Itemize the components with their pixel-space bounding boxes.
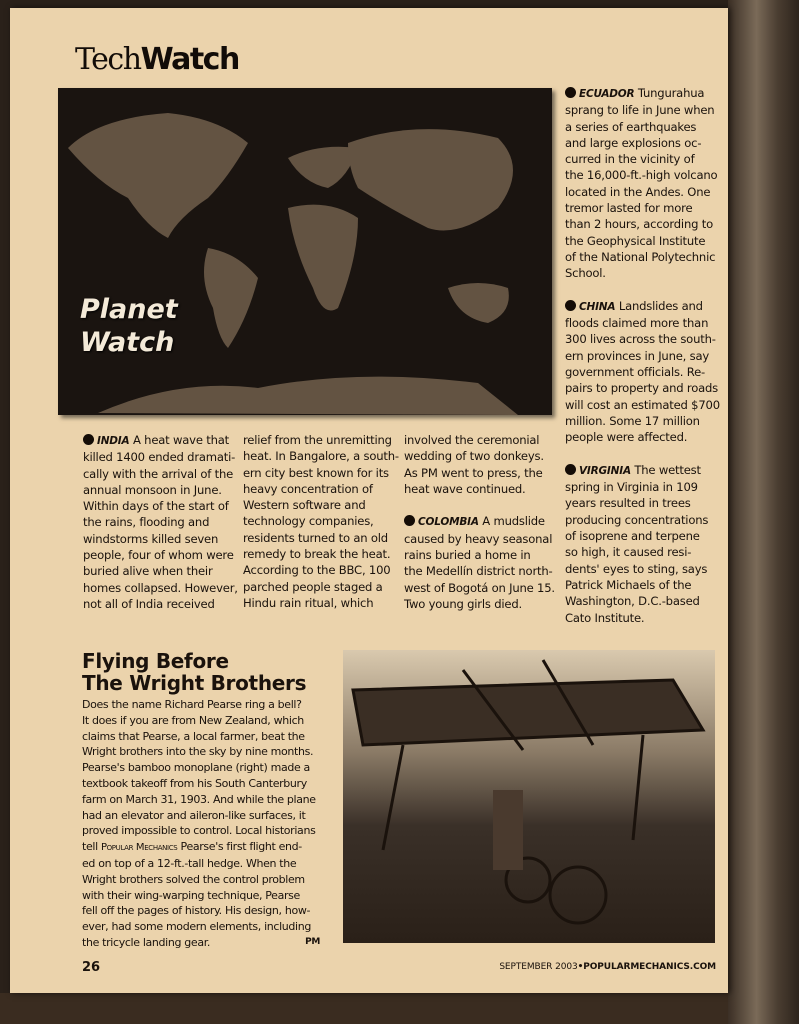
text-fragment: tell xyxy=(82,840,101,854)
text-fragment: the tricycle landing gear. xyxy=(82,935,211,949)
text-line: windstorms killed seven xyxy=(83,531,219,546)
text-line: Patrick Michaels of the xyxy=(565,577,692,592)
news-item-first-line xyxy=(83,432,238,449)
logo-watch: Watch xyxy=(140,42,239,77)
text-line: the 16,000-ft.-high volcano xyxy=(565,168,718,183)
text-line: pairs to property and roads xyxy=(565,381,719,396)
bullet-icon xyxy=(83,434,94,445)
news-item-first-line xyxy=(565,462,720,479)
text-line: involved the ceremonial xyxy=(404,433,540,447)
article-heading xyxy=(82,650,306,694)
article-body xyxy=(82,697,320,951)
text-line: of the National Polytechnic xyxy=(565,249,716,264)
heading-line: Flying Before xyxy=(82,649,229,673)
text-line: rains buried a home in xyxy=(404,548,531,563)
bullet-icon xyxy=(565,464,576,475)
text-line: a series of earthquakes xyxy=(565,119,697,134)
news-item-text: A mudslide xyxy=(482,514,545,529)
text-line: years resulted in trees xyxy=(565,496,691,511)
text-line: It does if you are from New Zealand, which xyxy=(82,713,304,727)
text-line: heat wave continued. xyxy=(404,481,526,496)
text-line: relief from the unremitting xyxy=(243,433,392,447)
world-map-image xyxy=(58,88,552,415)
map-title-line: Planet xyxy=(80,294,178,325)
news-item-text: The wettest xyxy=(634,462,701,477)
text-line: not all of India received xyxy=(83,596,215,611)
text-line: farm on March 31, 1903. And while the plane xyxy=(82,792,316,806)
heading-line: The Wright Brothers xyxy=(82,671,307,695)
end-mark: PM xyxy=(305,936,320,947)
bullet-icon xyxy=(565,300,576,311)
text-line: Within days of the start of xyxy=(83,499,229,514)
footer-bullet: • xyxy=(577,962,584,972)
text-line: had an elevator and aileron-like surfaces, it xyxy=(82,808,306,822)
map-title xyxy=(80,293,178,359)
text-line: Cato Institute. xyxy=(565,610,645,625)
text-line: the Medellín district north- xyxy=(404,564,553,579)
text-line: residents turned to an old xyxy=(243,530,388,545)
text-line: located in the Andes. One xyxy=(565,184,711,199)
text-line: spring in Virginia in 109 xyxy=(565,480,698,495)
text-line: homes collapsed. However, xyxy=(83,580,238,595)
text-line: Hindu rain ritual, which xyxy=(243,595,374,610)
logo-tech: Tech xyxy=(75,42,141,77)
news-item-first-line xyxy=(565,298,720,315)
adjacent-page-edge xyxy=(728,0,799,1024)
paragraph-gap xyxy=(565,282,720,298)
news-item-keyword: VIRGINIA xyxy=(579,464,631,477)
magazine-name: Popular Mechanics xyxy=(100,842,178,854)
text-line: with their wing-warping technique, Pearse xyxy=(82,888,300,902)
news-item-text: A heat wave that xyxy=(132,433,229,447)
text-line: 300 lives across the south- xyxy=(565,332,716,347)
text-line: annual monsoon in June. xyxy=(83,482,222,497)
text-line: Pearse's bamboo monoplane (right) made a xyxy=(82,761,310,775)
news-item-first-line xyxy=(565,85,720,102)
news-item-keyword: CHINA xyxy=(579,300,616,313)
text-line: ever, had some modern elements, including xyxy=(82,920,312,934)
news-item-keyword: INDIA xyxy=(97,435,130,447)
text-line: million. Some 17 million xyxy=(565,413,700,428)
text-line: wedding of two donkeys. xyxy=(404,449,544,464)
text-line: fell off the pages of history. His design, how- xyxy=(82,904,311,918)
text-line: killed 1400 ended dramati- xyxy=(83,450,236,465)
text-line: so high, it caused resi- xyxy=(565,545,692,560)
news-item-keyword: ECUADOR xyxy=(579,88,635,100)
text-line: School. xyxy=(565,266,606,281)
news-item-text: Tungurahua xyxy=(637,86,705,100)
text-line: Washington, D.C.-based xyxy=(565,594,700,609)
news-item-keyword: COLOMBIA xyxy=(418,516,479,529)
monoplane-photo xyxy=(343,650,715,943)
text-line: textbook takeoff from his South Canterbury xyxy=(82,776,307,790)
india-column-2 xyxy=(243,432,399,611)
right-news-column xyxy=(565,85,720,626)
text-line: cally with the arrival of the xyxy=(83,466,234,481)
text-line: claims that Pearse, a local farmer, beat the xyxy=(82,729,305,743)
text-line: ern provinces in June, say xyxy=(565,348,710,363)
body-line-with-magazine-name xyxy=(82,839,320,856)
world-map-graphic xyxy=(58,88,552,415)
text-line: floods claimed more than xyxy=(565,316,709,331)
text-line: Western software and xyxy=(243,498,366,513)
text-line: west of Bogotá on June 15. xyxy=(404,580,555,595)
text-line: the Geophysical Institute xyxy=(565,233,706,248)
text-line: producing concentrations xyxy=(565,512,709,527)
text-fragment: Pearse's first flight end- xyxy=(177,840,302,854)
footer-site: POPULARMECHANICS.COM xyxy=(583,962,716,972)
section-logo xyxy=(75,42,239,77)
text-line: than 2 hours, according to xyxy=(565,217,713,232)
text-line: heat. In Bangalore, a south- xyxy=(243,449,399,464)
text-line: Does the name Richard Pearse ring a bell? xyxy=(82,698,302,711)
india-column-1 xyxy=(83,432,238,612)
text-line: As PM went to press, the xyxy=(404,465,543,480)
text-line: government officials. Re- xyxy=(565,365,706,380)
text-line: buried alive when their xyxy=(83,564,213,579)
text-line: Wright brothers into the sky by nine months. xyxy=(82,745,314,759)
text-line: parched people staged a xyxy=(243,579,383,594)
monoplane-graphic xyxy=(343,650,715,943)
text-line: people were affected. xyxy=(565,430,688,445)
text-line: heavy concentration of xyxy=(243,481,373,496)
text-line: Two young girls died. xyxy=(404,596,522,611)
india-colombia-column xyxy=(404,432,555,612)
page-footer xyxy=(499,962,716,972)
text-line: people, four of whom were xyxy=(83,548,234,563)
bullet-icon xyxy=(404,515,415,526)
text-line: caused by heavy seasonal xyxy=(404,531,553,546)
text-line: ern city best known for its xyxy=(243,465,389,480)
text-line: dents' eyes to sting, says xyxy=(565,561,708,576)
background-surface xyxy=(0,993,728,1024)
news-item-text: Landslides and xyxy=(618,298,703,313)
text-line: curred in the vicinity of xyxy=(565,152,695,167)
text-line: the rains, flooding and xyxy=(83,515,210,530)
text-line: proved impossible to control. Local historians xyxy=(82,824,316,838)
text-line: Wright brothers solved the control problem xyxy=(82,872,305,886)
body-last-line xyxy=(82,935,320,951)
issue-date: SEPTEMBER 2003 xyxy=(499,962,578,972)
text-line: remedy to break the heat. xyxy=(243,547,391,562)
paragraph-gap xyxy=(565,446,720,462)
bullet-icon xyxy=(565,87,576,98)
text-line: and large explosions oc- xyxy=(565,135,702,150)
text-line: will cost an estimated $700 xyxy=(565,397,720,412)
text-line: According to the BBC, 100 xyxy=(243,563,391,578)
text-line: ed on top of a 12-ft.-tall hedge. When the xyxy=(82,856,297,870)
text-line: sprang to life in June when xyxy=(565,103,715,118)
text-line: of isoprene and terpene xyxy=(565,529,700,544)
news-item-first-line xyxy=(404,513,555,530)
paragraph-gap xyxy=(404,497,555,513)
map-title-line: Watch xyxy=(80,327,175,358)
page-number: 26 xyxy=(82,960,101,975)
text-line: technology companies, xyxy=(243,514,374,529)
text-line: tremor lasted for more xyxy=(565,201,693,216)
